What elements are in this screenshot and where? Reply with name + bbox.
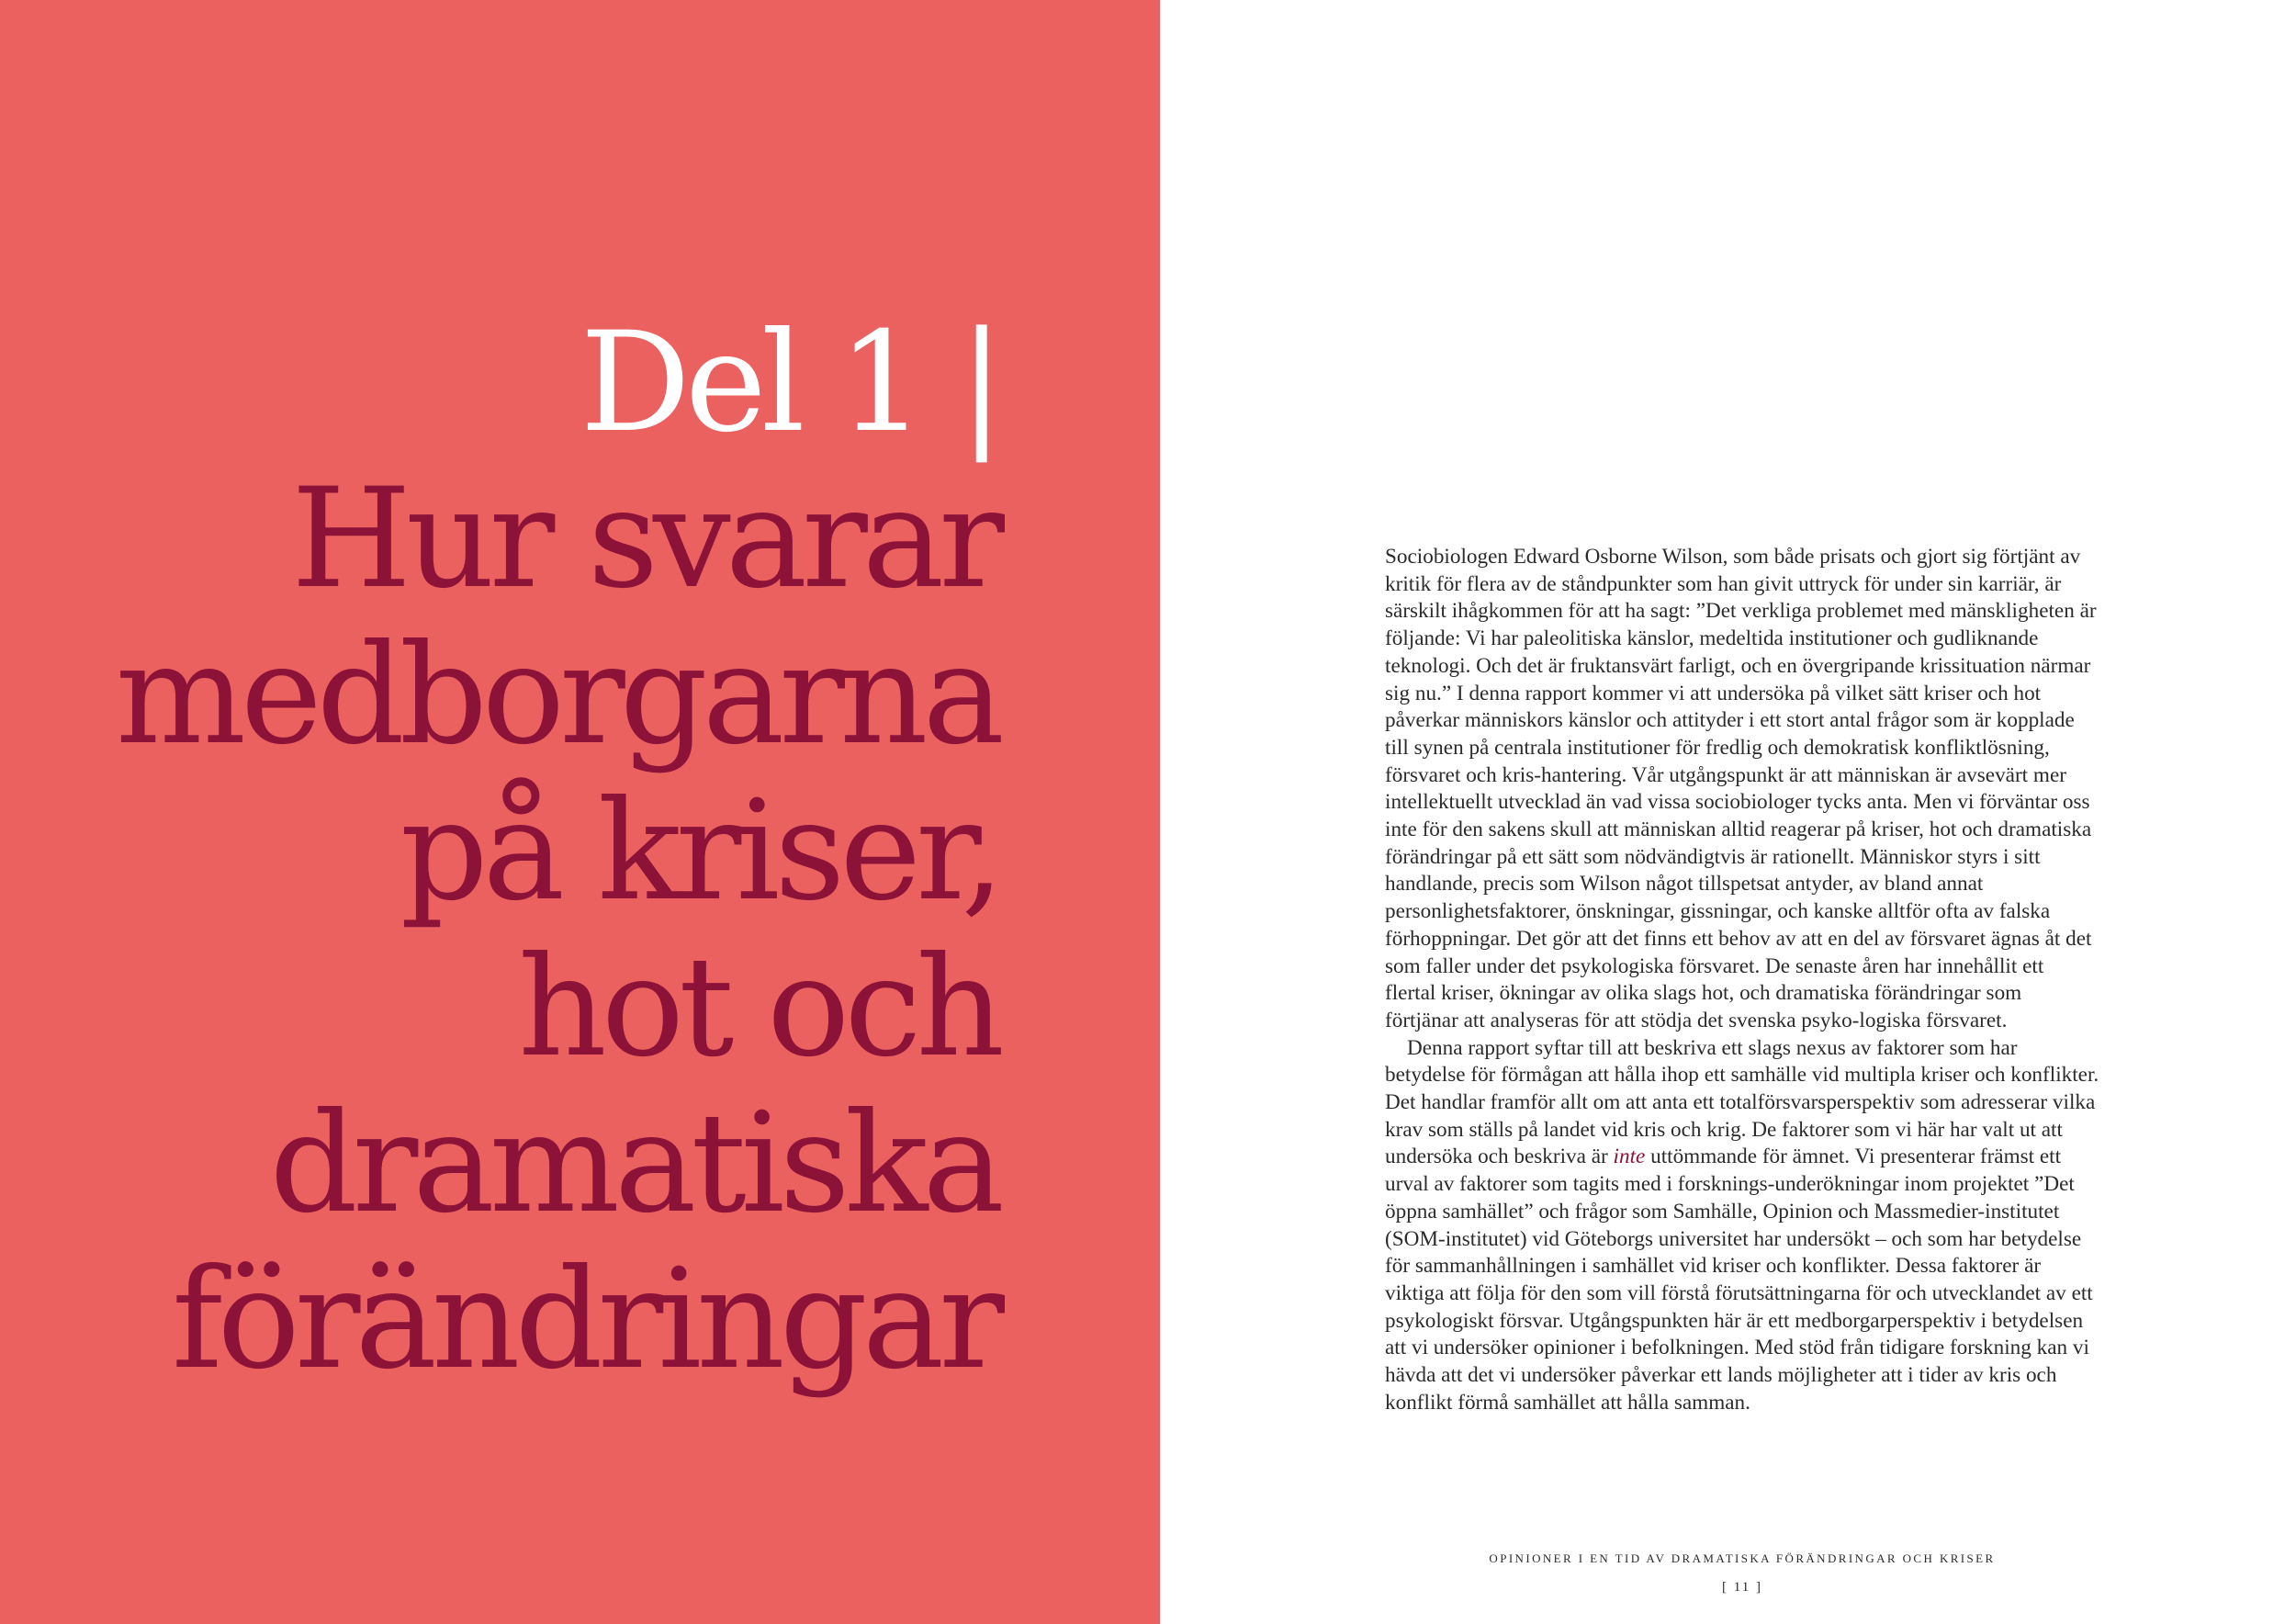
part-label: Del 1 |: [580, 303, 999, 463]
body-paragraph-2-start: Denna rapport syftar till att beskriva ett slags nexus av faktorer som har betydelse för förmågan att hålla ihop ett samhälle vid multipla kriser och konflikter. Det handlar framför allt om att anta ett totalförsvarsperspektiv som adresserar vilka krav som ställs på landet vid kris och krig. De faktorer som vi här har valt ut att undersöka och beskriva är: [1385, 1035, 2099, 1169]
chapter-heading: [116, 305, 999, 1398]
emphasis-inte: inte: [1613, 1145, 1646, 1169]
chapter-title-line-2: medborgarna: [115, 615, 999, 775]
body-paragraph-2-end: uttömmande för ämnet. Vi presenterar främst ett urval av faktorer som tagits med i forsknings-underökningar inom projektet ”Det öppna samhället” och frågor som Samhälle, Opinion och Massmedier-institutet (SOM-institutet) vid Göteborgs universitet har undersökt – och som har betydelse för sammanhållningen i samhället vid kriser och konflikter. Dessa faktorer är viktiga att följa för den som vill förstå förutsättningarna för och utvecklandet av ett psykologiskt försvar. Utgångspunkten här är ett medborgarperspektiv i betydelsen att vi undersöker opinioner i befolkningen. Med stöd från tidigare forskning kan vi hävda att det vi undersöker påverkar ett lands möjligheter att i tider av kris och konflikt förmå samhället att hålla samman.: [1385, 1145, 2093, 1415]
body-paragraph-2: [1385, 1035, 2099, 1417]
chapter-title-line-4: hot och: [518, 928, 999, 1088]
page-number: [ 11 ]: [1722, 1580, 1762, 1595]
chapter-title-line-6: förändringar: [171, 1240, 999, 1400]
chapter-title-line-5: dramatiska: [269, 1084, 999, 1244]
running-footer-title: OPINIONER I EN TID AV DRAMATISKA FÖRÄNDRINGAR OCH KRISER: [1489, 1551, 1996, 1565]
chapter-title-line-3: på kriser,: [400, 772, 999, 931]
chapter-title-line-1: Hur svarar: [291, 459, 999, 619]
body-paragraph-1: Sociobiologen Edward Osborne Wilson, som både prisats och gjort sig förtjänt av kritik för flera av de ståndpunkter som han givit uttryck för under sin karriär, är särskilt ihågkommen för att ha sagt: ”Det verkliga problemet med mänskligheten är följande: Vi har paleolitiska känslor, medeltida institutioner och gudliknande teknologi. Och det är fruktansvärt farligt, och en övergripande krissituation närmar sig nu.” I denna rapport kommer vi att undersöka på vilket sätt kriser och hot påverkar människors känslor och attityder i ett stort antal frågor som är kopplade till synen på centrala institutioner för fredlig och demokratisk konfliktlösning, försvaret och kris-hantering. Vår utgångspunkt är att människan är avsevärt mer intellektuellt utvecklad än vad vissa sociobiologer tycks anta. Men vi förväntar oss inte för den sakens skull att människan alltid reagerar på kriser, hot och dramatiska förändringar på ett sätt som nödvändigtvis är rationellt. Människor styrs i sitt handlande, precis som Wilson något tillspetsat antyder, av bland annat personlighetsfaktorer, önskningar, gissningar, och kanske alltför ofta av falska förhoppningar. Det gör att det finns ett behov av att en del av försvaret ägnas åt det som faller under det psykologiska försvaret. De senaste åren har innehållit ett flertal kriser, ökningar av olika slags hot, och dramatiska förändringar som förtjänar att analyseras för att stödja det svenska psyko-logiska försvaret.: [1385, 545, 2097, 1032]
body-text: [1385, 544, 2099, 1417]
